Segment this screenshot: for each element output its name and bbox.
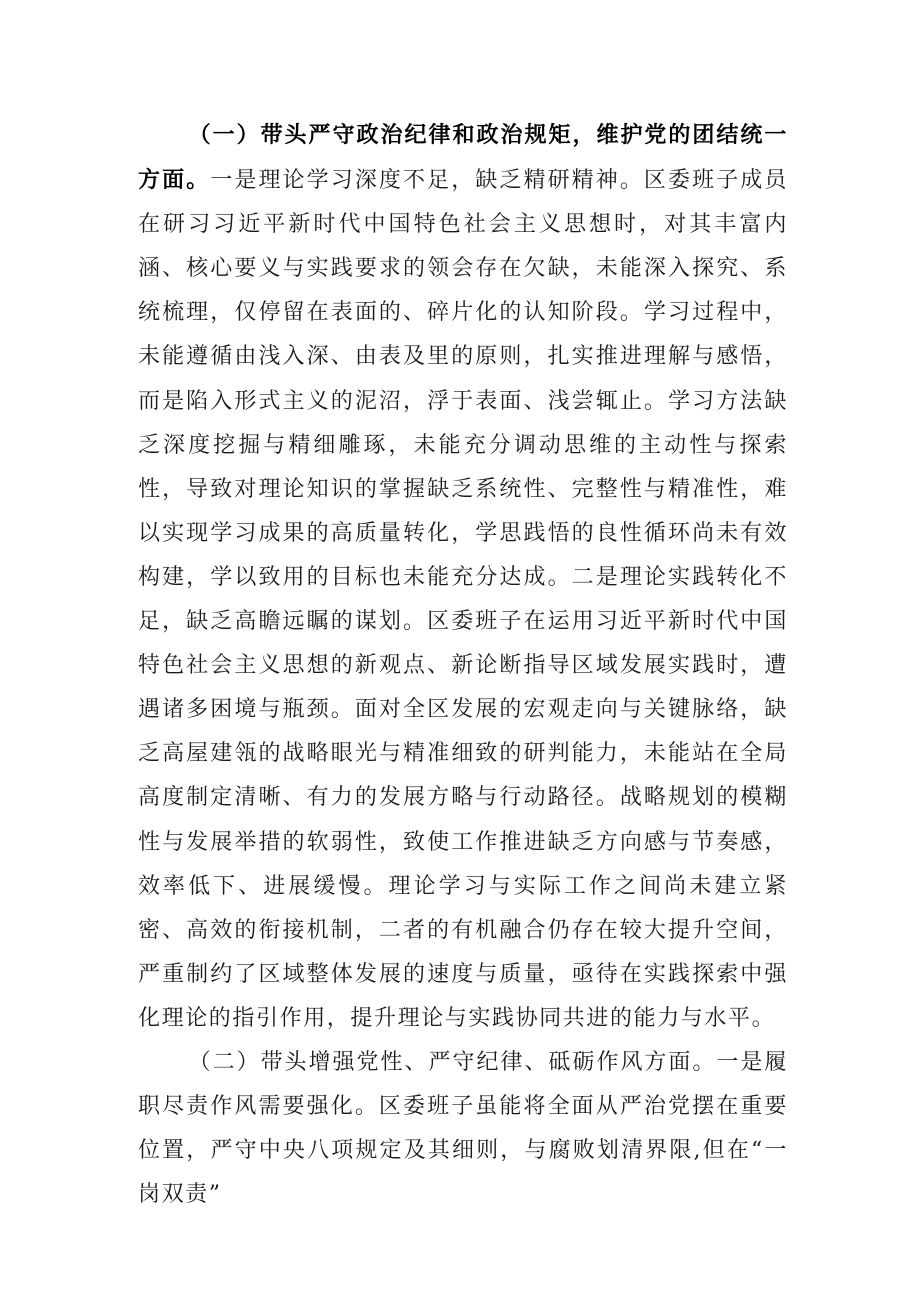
- paragraph-1-body: 一是理论学习深度不足，缺乏精研精神。区委班子成员在研习习近平新时代中国特色社会主义思想时，对其丰富内涵、核心要义与实践要求的领会存在欠缺，未能深入探究、系统梳理，仅停留在表面的、碎片化的认知阶段。学习过程中，未能遵循由浅入深、由表及里的原则，扎实推进理解与感悟，而是陷入形式主义的泥沼，浮于表面、浅尝辄止。学习方法缺乏深度挖掘与精细雕琢，未能充分调动思维的主动性与探索性，导致对理论知识的掌握缺乏系统性、完整性与精准性，难以实现学习成果的高质量转化，学思践悟的良性循环尚未有效构建，学以致用的目标也未能充分达成。二是理论实践转化不足，缺乏高瞻远瞩的谋划。区委班子在运用习近平新时代中国特色社会主义思想的新观点、新论断指导区域发展实践时，遭遇诸多困境与瓶颈。面对全区发展的宏观走向与关键脉络，缺乏高屋建瓴的战略眼光与精准细致的研判能力，未能站在全局高度制定清晰、有力的发展方略与行动路径。战略规划的模糊性与发展举措的软弱性，致使工作推进缺乏方向感与节奏感，效率低下、进展缓慢。理论学习与实际工作之间尚未建立紧密、高效的衔接机制，二者的有机融合仍存在较大提升空间，严重制约了区域整体发展的速度与质量，亟待在实践探索中强化理论的指引作用，提升理论与实践协同共进的能力与水平。: [138, 168, 788, 1031]
- paragraph-2-heading: （二）带头增强党性、严守纪律、砥砺作风方面。: [188, 1049, 717, 1075]
- paragraph-2: [138, 1041, 788, 1217]
- paragraph-2-body: 一是履职尽责作风需要强化。区委班子虽能将全面从严治党摆在重要位置，严守中央八项规定及其细则，与腐败划清界限,但在“一岗双责”: [138, 1049, 788, 1208]
- paragraph-1-heading: （一）带头严守政治纪律和政治规矩，维护党的团结统一方面。: [138, 122, 788, 194]
- document-body: [138, 113, 788, 1217]
- paragraph-1: [138, 113, 788, 1041]
